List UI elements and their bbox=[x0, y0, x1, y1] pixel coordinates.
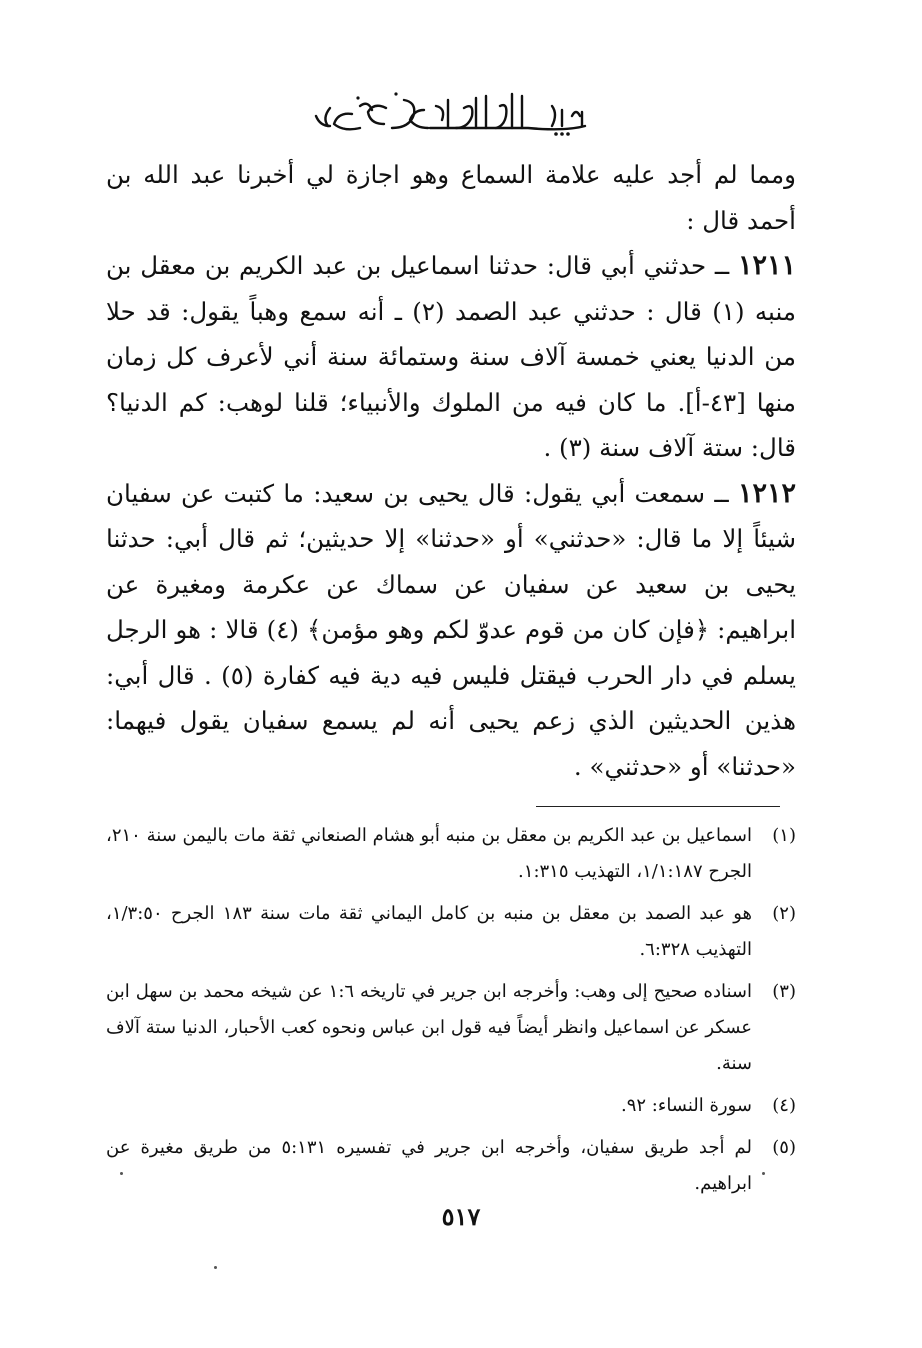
scan-speck bbox=[214, 1266, 217, 1269]
footnote-text: اسماعيل بن عبد الكريم بن معقل بن منبه أبو هشام الصنعاني ثقة مات باليمن سنة ٢١٠، الجرح ١/١:١٨٧، التهذيب ١:٣١٥. bbox=[106, 825, 752, 882]
scan-speck bbox=[762, 1172, 765, 1175]
footnote-mark: (١) bbox=[772, 825, 796, 846]
hadith-1211 bbox=[106, 243, 796, 471]
footnote-text: سورة النساء: ٩٢. bbox=[620, 1095, 752, 1116]
footnote-mark: (٣) bbox=[772, 981, 796, 1002]
footnote bbox=[106, 818, 796, 890]
footnote-text: لم أجد طريق سفيان، وأخرجه ابن جرير في تفسيره ٥:١٣١ من طريق مغيرة عن ابراهيم. bbox=[106, 1137, 753, 1194]
footnote bbox=[106, 896, 796, 968]
basmala-calligraphy-icon bbox=[300, 86, 600, 142]
basmala-calligraphy bbox=[300, 86, 600, 142]
main-text bbox=[106, 152, 796, 789]
hadith-1212 bbox=[106, 471, 796, 790]
footnote bbox=[106, 1088, 796, 1124]
hadith-text: ــ سمعت أبي يقول: قال يحيى بن سعيد: ما كتبت عن سفيان شيئاً إلا ما قال: «حدثني» أو «حدثنا» إلا حديثين؛ ثم قال أبي: حدثنا يحيى بن سعيد عن سفيان عن سماك عن عكرمة ومغيرة عن ابراهيم: ﴿فإن كان من قوم عدوّ لكم وهو مؤمن﴾ (٤) قالا : هو الرجل يسلم في دار الحرب فيقتل فليس فيه دية فيه كفارة (٥) . قال أبي: هذين الحديثين الذي زعم يحيى أنه لم يسمع سفيان يقول فيهما: «حدثنا» أو «حدثني» . bbox=[106, 478, 797, 781]
footnote-text: اسناده صحيح إلى وهب: وأخرجه ابن جرير في تاريخه ١:٦ عن شيخه محمد بن سهل ابن عسكر عن اسماعيل وانظر أيضاً فيه قول ابن عباس ونحوه كعب الأحبار، الدنيا ستة آلاف سنة. bbox=[106, 981, 753, 1074]
footnote-mark: (٥) bbox=[772, 1137, 796, 1158]
page-number: ٥١٧ bbox=[441, 1202, 481, 1231]
hadith-number: ١٢١٢ bbox=[737, 477, 796, 509]
footnotes bbox=[106, 818, 796, 1208]
scan-speck bbox=[120, 1172, 123, 1175]
hadith-number: ١٢١١ bbox=[737, 250, 796, 281]
footnote-separator bbox=[536, 806, 780, 807]
footnote bbox=[106, 1130, 796, 1202]
footnote bbox=[106, 974, 796, 1082]
hadith-text: ــ حدثني أبي قال: حدثنا اسماعيل بن عبد الكريم بن معقل بن منبه (١) قال : حدثني عبد الصمد (٢) ـ أنه سمع وهباً يقول: قد حلا من الدنيا يعني خمسة آلاف سنة وستمائة سنة أني لأعرف كل زمان منها [٤٣-أ]. ما كان فيه من الملوك والأنبياء؛ قلنا لوهب: كم الدنيا؟ قال: ستة آلاف سنة (٣) . bbox=[106, 251, 797, 462]
footnote-mark: (٢) bbox=[772, 903, 796, 924]
intro-paragraph: ومما لم أجد عليه علامة السماع وهو اجازة لي أخبرنا عبد الله بن أحمد قال : bbox=[106, 160, 796, 235]
footnote-mark: (٤) bbox=[772, 1095, 796, 1116]
footnote-text: هو عبد الصمد بن معقل بن منبه بن كامل اليماني ثقة مات سنة ١٨٣ الجرح ١/٣:٥٠، التهذيب ٦:٣٢٨. bbox=[106, 903, 752, 960]
